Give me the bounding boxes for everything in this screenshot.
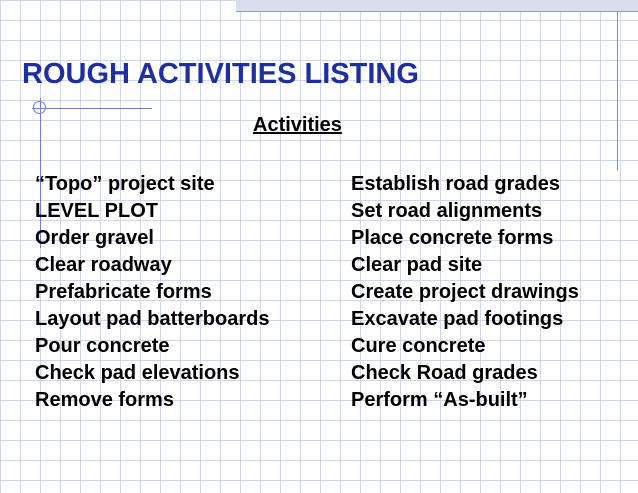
list-item: Check pad elevations (35, 362, 240, 384)
decorative-circle-icon (33, 101, 46, 114)
list-item: Create project drawings (351, 281, 579, 303)
list-item: Clear pad site (351, 254, 483, 276)
list-item: Perform “As-built” (351, 389, 528, 411)
list-item: Excavate pad footings (351, 308, 564, 330)
list-item: Cure concrete (351, 335, 486, 357)
list-item: “Topo” project site (35, 173, 215, 195)
right-activity-list (351, 171, 579, 414)
list-item: Check Road grades (351, 362, 538, 384)
top-decorative-band (236, 0, 638, 12)
list-item: Establish road grades (351, 173, 560, 195)
slide-title: ROUGH ACTIVITIES LISTING (22, 58, 419, 90)
list-item: Prefabricate forms (35, 281, 212, 303)
list-item: Remove forms (35, 389, 174, 411)
decorative-horizontal-line (32, 108, 152, 109)
left-activity-list (35, 171, 269, 414)
list-item: Clear roadway (35, 254, 172, 276)
list-item: LEVEL PLOT (35, 200, 158, 222)
list-item: Order gravel (35, 227, 154, 249)
list-item: Layout pad batterboards (35, 308, 270, 330)
right-decorative-line (617, 11, 618, 171)
list-item: Set road alignments (351, 200, 543, 222)
activities-heading: Activities (253, 114, 342, 136)
list-item: Place concrete forms (351, 227, 554, 249)
list-item: Pour concrete (35, 335, 170, 357)
